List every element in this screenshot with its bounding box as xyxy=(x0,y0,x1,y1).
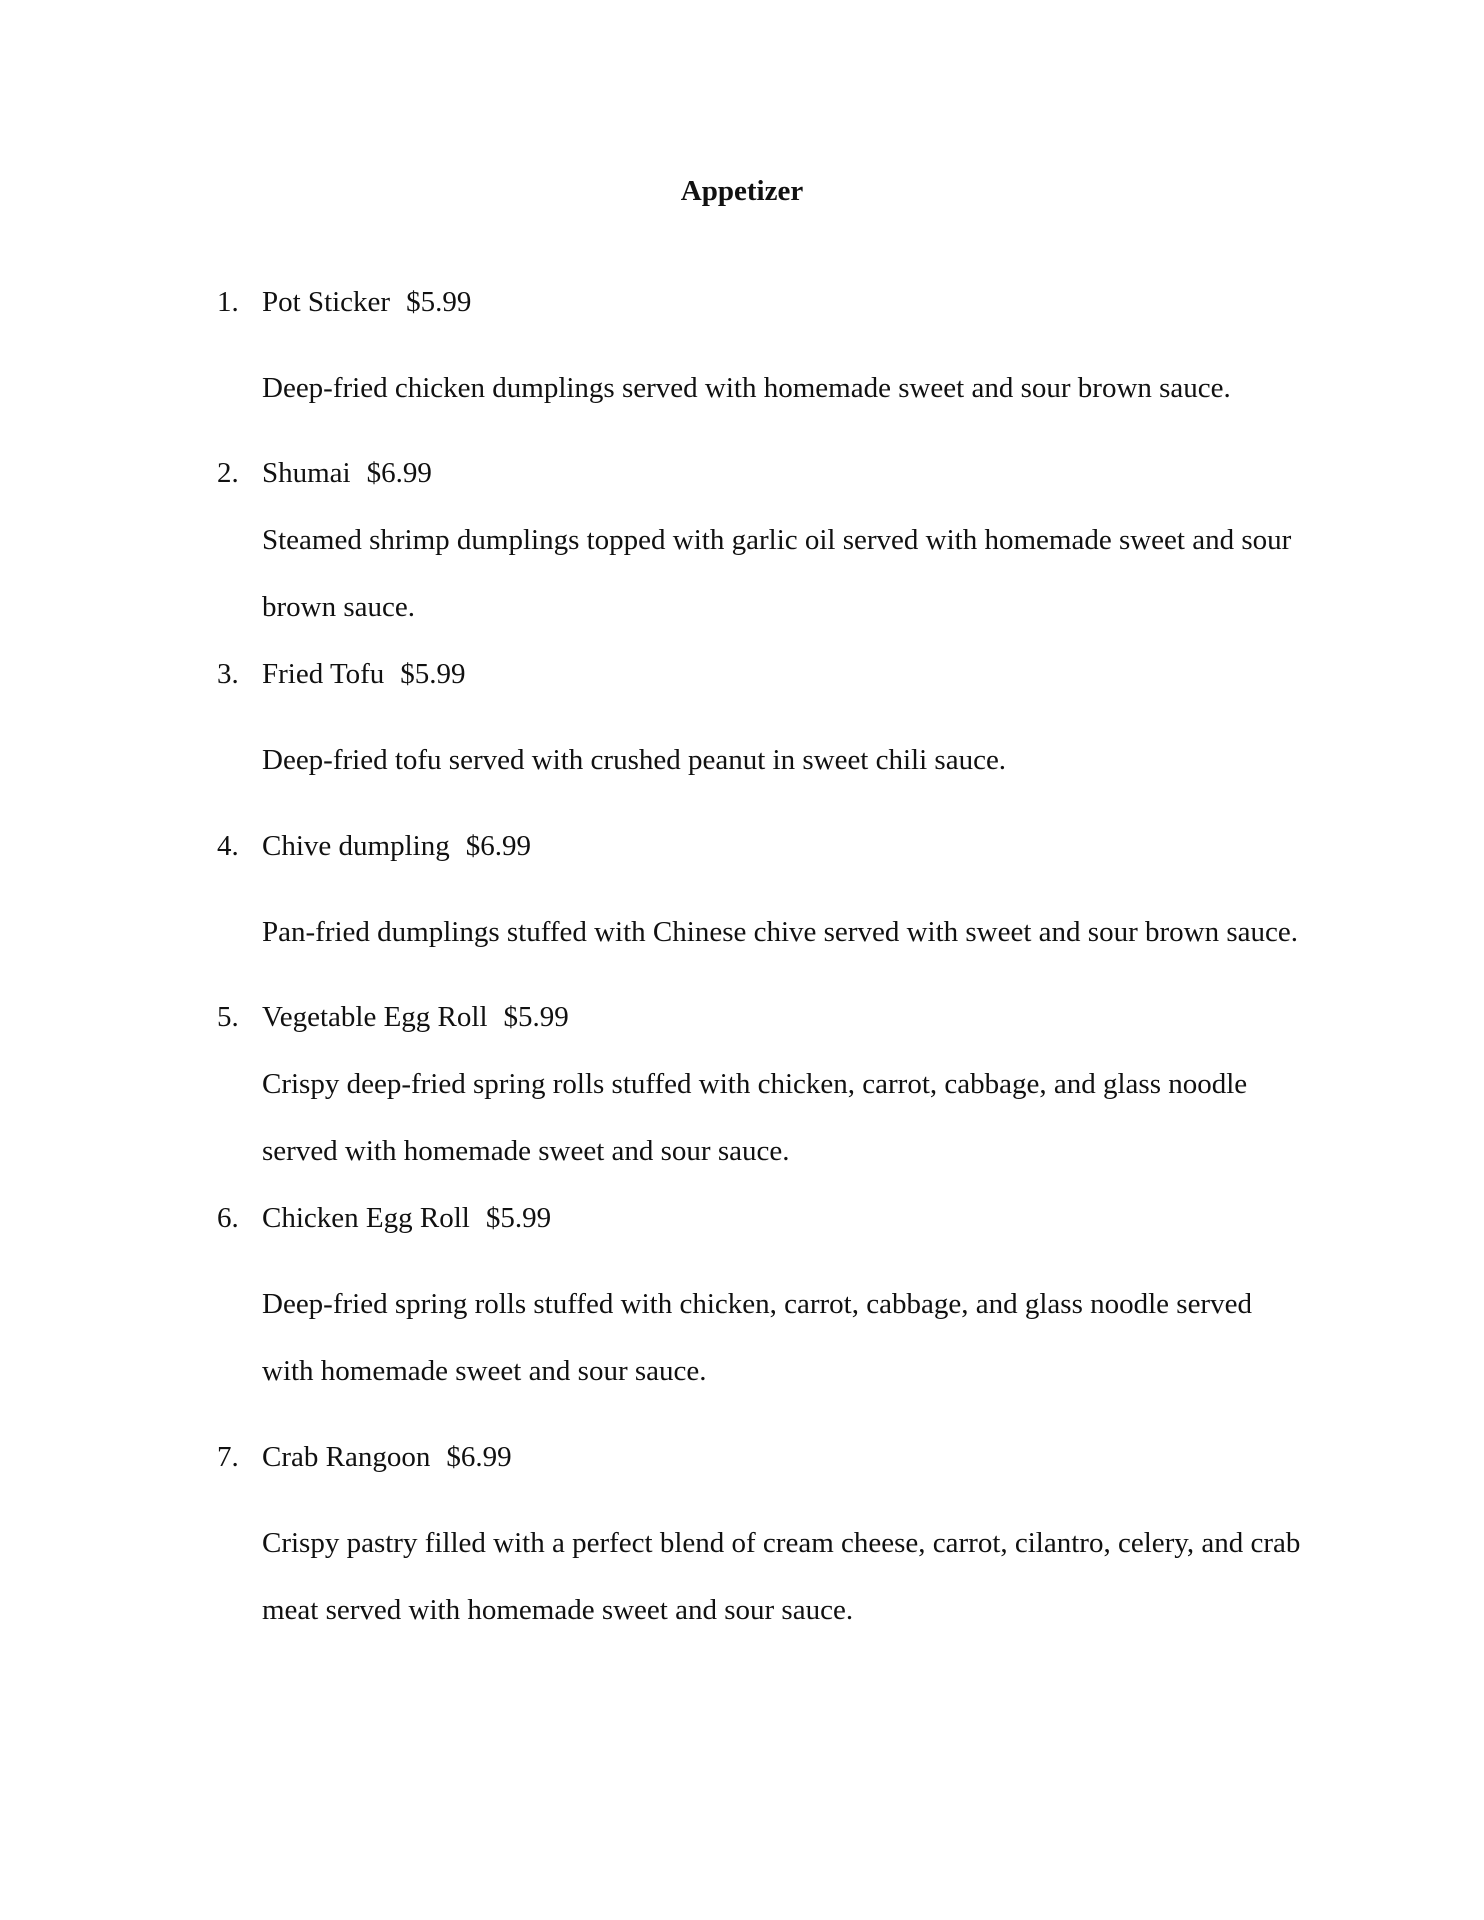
item-number: 2. xyxy=(217,457,239,489)
item-name: Pot Sticker xyxy=(262,286,391,318)
item-name: Fried Tofu xyxy=(262,658,385,690)
item-description: Deep-fried tofu served with crushed peanut in sweet chili sauce. xyxy=(262,744,1007,776)
item-price: $5.99 xyxy=(400,658,466,690)
item-price: $6.99 xyxy=(446,1441,512,1473)
item-name: Crab Rangoon xyxy=(262,1441,431,1473)
item-name: Chive dumpling xyxy=(262,830,450,862)
menu-item-heading xyxy=(262,1440,512,1474)
item-price: $6.99 xyxy=(366,457,432,489)
item-description: served with homemade sweet and sour sauce. xyxy=(262,1135,790,1167)
item-description: brown sauce. xyxy=(262,591,416,623)
item-number: 6. xyxy=(217,1202,239,1234)
item-name: Shumai xyxy=(262,457,351,489)
item-description: Steamed shrimp dumplings topped with garlic oil served with homemade sweet and sour xyxy=(262,524,1292,556)
item-description: Pan-fried dumplings stuffed with Chinese chive served with sweet and sour brown sauce. xyxy=(262,916,1298,948)
menu-item-heading xyxy=(262,829,531,863)
item-price: $6.99 xyxy=(465,830,531,862)
menu-item-heading xyxy=(262,285,471,319)
item-number: 3. xyxy=(217,658,239,690)
item-number: 4. xyxy=(217,830,239,862)
menu-item-heading xyxy=(262,1201,551,1235)
item-price: $5.99 xyxy=(406,286,472,318)
item-price: $5.99 xyxy=(485,1202,552,1234)
item-number: 5. xyxy=(217,1001,239,1033)
item-description: Crispy deep-fried spring rolls stuffed with chicken, carrot, cabbage, and glass noodle xyxy=(262,1068,1248,1100)
item-description: Deep-fried spring rolls stuffed with chicken, carrot, cabbage, and glass noodle served xyxy=(262,1288,1252,1320)
item-name: Vegetable Egg Roll xyxy=(262,1001,488,1033)
item-number: 1. xyxy=(217,286,239,318)
item-description: Deep-fried chicken dumplings served with homemade sweet and sour brown sauce. xyxy=(262,372,1231,404)
menu-item-heading xyxy=(262,657,466,691)
item-description: meat served with homemade sweet and sour sauce. xyxy=(262,1594,854,1626)
item-price: $5.99 xyxy=(503,1001,569,1033)
menu-item-heading xyxy=(262,1000,569,1034)
item-number: 7. xyxy=(217,1441,239,1473)
item-description: Crispy pastry filled with a perfect blend of cream cheese, carrot, cilantro, celery, and crab xyxy=(262,1527,1301,1559)
item-name: Chicken Egg Roll xyxy=(262,1202,470,1234)
item-description: with homemade sweet and sour sauce. xyxy=(262,1355,707,1387)
menu-item-heading xyxy=(262,456,432,490)
page-title: Appetizer xyxy=(680,175,804,207)
